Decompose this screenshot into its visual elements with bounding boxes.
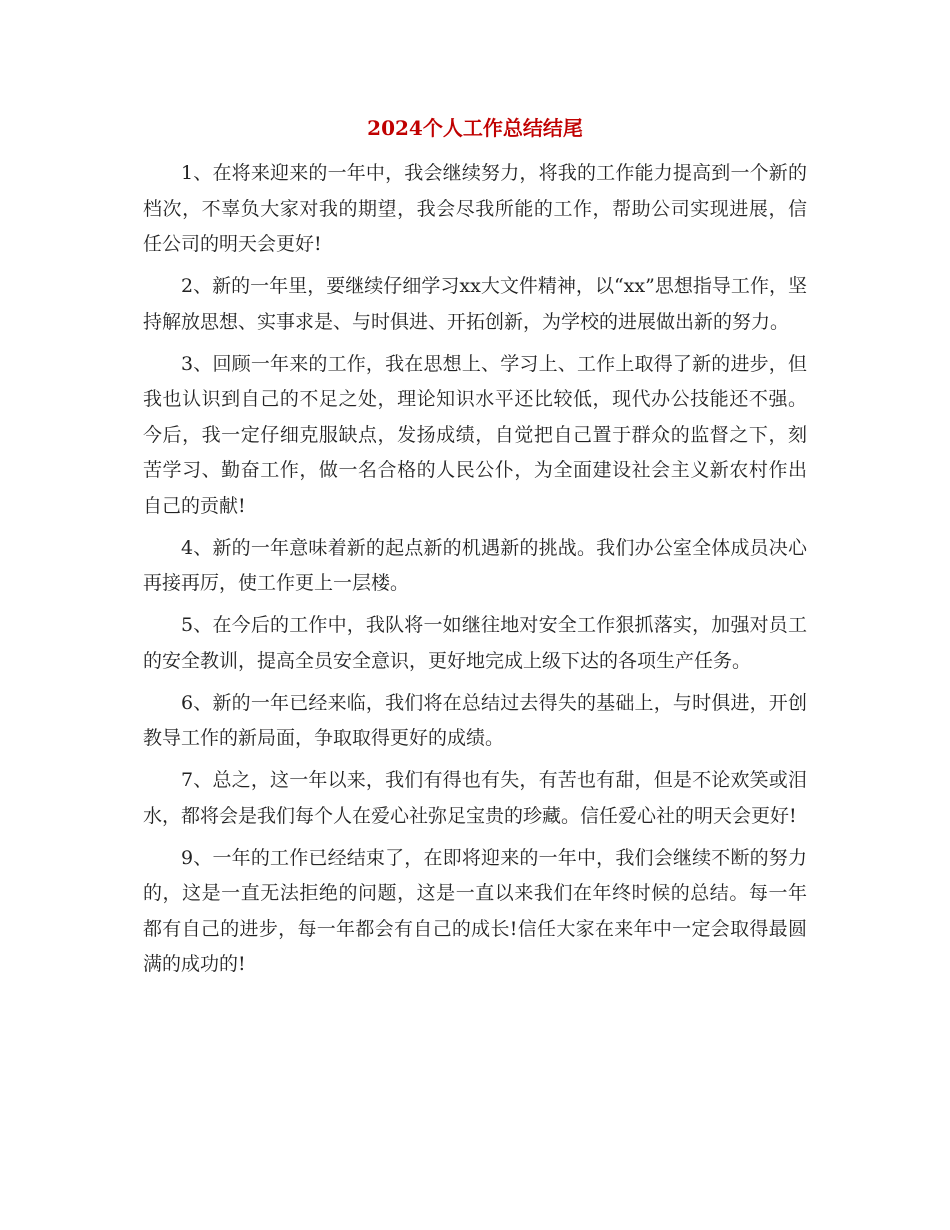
paragraph-4: 4、新的一年意味着新的起点新的机遇新的挑战。我们办公室全体成员决心再接再厉，使工作更上一层楼。 <box>143 536 807 594</box>
paragraph-5: 5、在今后的工作中，我队将一如继往地对安全工作狠抓落实，加强对员工的安全教训，提高全员安全意识，更好地完成上级下达的各项生产任务。 <box>143 614 807 672</box>
paragraph-3: 3、回顾一年来的工作，我在思想上、学习上、工作上取得了新的进步，但我也认识到自己的不足之处，理论知识水平还比较低，现代办公技能还不强。今后，我一定仔细克服缺点，发扬成绩，自觉把自己置于群众的监督之下，刻苦学习、勤奋工作，做一名合格的人民公仆，为全面建设社会主义新农村作出自己的贡献! <box>143 352 807 517</box>
document-body <box>143 156 807 989</box>
paragraph-1: 1、在将来迎来的一年中，我会继续努力，将我的工作能力提高到一个新的档次，不辜负大家对我的期望，我会尽我所能的工作，帮助公司实现进展，信任公司的明天会更好! <box>143 162 807 255</box>
paragraph-2: 2、新的一年里，要继续仔细学习xx大文件精神，以“xx”思想指导工作，坚持解放思想、实事求是、与时俱进、开拓创新，为学校的进展做出新的努力。 <box>143 275 807 333</box>
paragraph-7: 7、总之，这一年以来，我们有得也有失，有苦也有甜，但是不论欢笑或泪水，都将会是我们每个人在爱心社弥足宝贵的珍藏。信任爱心社的明天会更好! <box>143 769 807 827</box>
paragraph-9: 9、一年的工作已经结束了，在即将迎来的一年中，我们会继续不断的努力的，这是一直无法拒绝的问题，这是一直以来我们在年终时候的总结。每一年都有自己的进步，每一年都会有自己的成长!信任大家在来年中一定会取得最圆满的成功的! <box>143 846 807 975</box>
paragraph-6: 6、新的一年已经来临，我们将在总结过去得失的基础上，与时俱进，开创教导工作的新局面，争取取得更好的成绩。 <box>143 691 807 749</box>
document-title: 2024个人工作总结结尾 <box>367 116 583 140</box>
